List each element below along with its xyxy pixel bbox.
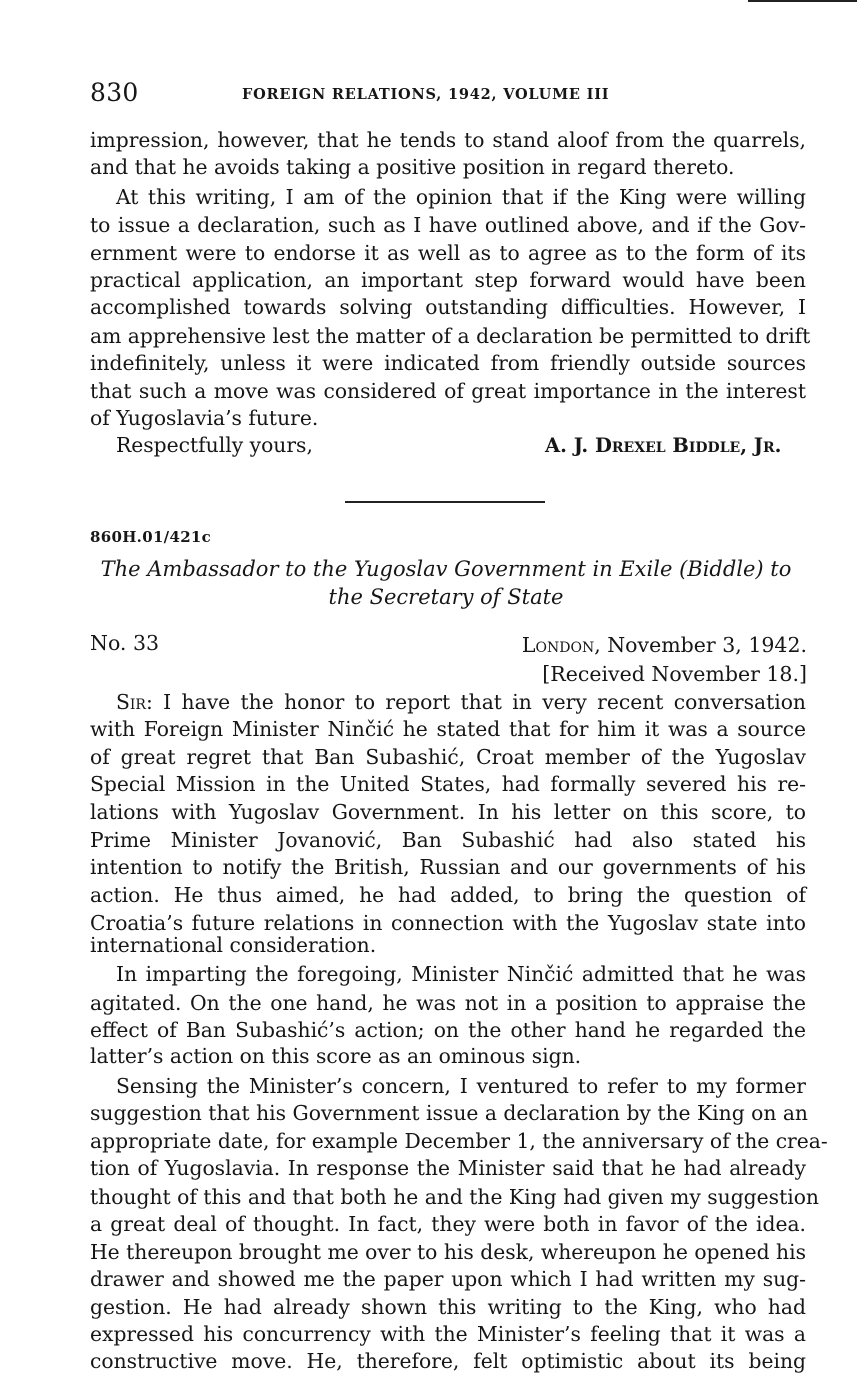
text-line: and that he avoids taking a positive position in regard thereto. <box>90 155 735 179</box>
text-line: lations with Yugoslav Government. In his letter on this score, to <box>90 800 806 824</box>
text-line: suggestion that his Government issue a declaration by the King on an <box>90 1101 808 1125</box>
text-line: accomplished towards solving outstanding difficulties. However, I <box>90 295 806 319</box>
text-line-rest: I have the honor to report that in very recent conversation <box>152 690 806 714</box>
text-line: am apprehensive lest the matter of a declaration be permitted to drift <box>90 324 811 348</box>
text-line: indefinitely, unless it were indicated from friendly outside sources <box>90 351 806 375</box>
text-line: latter’s action on this score as an ominous sign. <box>90 1044 582 1068</box>
salutation: Sir: <box>116 690 153 714</box>
text-line: agitated. On the one hand, he was not in a position to appraise the <box>90 991 806 1015</box>
signature: A. J. Drexel Biddle, Jr. <box>545 434 782 457</box>
text-line: Prime Minister Jovanović, Ban Subashić had also stated his <box>90 828 806 852</box>
page-header <box>90 78 810 112</box>
text-line: expressed his concurrency with the Minister’s feeling that it was a <box>90 1322 806 1346</box>
text-line: Croatia’s future relations in connection with the Yugoslav state into <box>90 911 806 935</box>
dateline-date: November 3, 1942. <box>600 633 807 657</box>
top-edge-rule <box>748 0 857 2</box>
file-number: 860H.01/421c <box>90 528 212 546</box>
text-line <box>116 689 806 716</box>
text-line: effect of Ban Subashić’s action; on the other hand he regarded the <box>90 1018 806 1042</box>
text-line: ernment were to endorse it as well as to agree as to the form of its <box>90 241 806 265</box>
received-date: [Received November 18.] <box>542 662 807 686</box>
text-line: constructive move. He, therefore, felt optimistic about its being <box>90 1349 806 1373</box>
text-line: He thereupon brought me over to his desk, whereupon he opened his <box>90 1240 806 1264</box>
text-line: action. He thus aimed, he had added, to bring the question of <box>90 883 806 907</box>
page-number: 830 <box>90 78 139 107</box>
text-line: tion of Yugoslavia. In response the Minister said that he had already <box>90 1156 806 1180</box>
text-line: appropriate date, for example December 1, the anniversary of the crea- <box>90 1129 828 1153</box>
text-line: international consideration. <box>90 933 377 957</box>
text-line: impression, however, that he tends to stand aloof from the quarrels, <box>90 128 806 152</box>
text-line: intention to notify the British, Russian and our governments of his <box>90 855 806 879</box>
dateline-place: London, <box>521 633 601 657</box>
text-line: with Foreign Minister Ninčić he stated that for him it was a source <box>90 717 806 741</box>
text-line: a great deal of thought. In fact, they were both in favor of the idea. <box>90 1212 806 1236</box>
dateline <box>522 632 807 659</box>
text-line: of Yugoslavia’s future. <box>90 406 319 430</box>
text-line: Special Mission in the United States, had formally severed his re- <box>90 772 806 796</box>
text-line: drawer and showed me the paper upon which I had written my sug- <box>90 1267 806 1291</box>
text-line: thought of this and that both he and the King had given my suggestion <box>90 1185 819 1209</box>
document-title-line-1: The Ambassador to the Yugoslav Government in Exile (Biddle) to <box>100 557 792 581</box>
text-line: that such a move was considered of great importance in the interest <box>90 379 806 403</box>
text-line: practical application, an important step forward would have been <box>90 268 806 292</box>
text-line: Sensing the Minister’s concern, I ventured to refer to my former <box>116 1074 806 1098</box>
document-title-line-2: the Secretary of State <box>328 585 564 609</box>
closing: Respectfully yours, <box>116 433 313 457</box>
text-line: to issue a declaration, such as I have outlined above, and if the Gov- <box>90 213 806 237</box>
text-line: of great regret that Ban Subashić, Croat member of the Yugoslav <box>90 745 806 769</box>
section-divider <box>345 501 545 503</box>
text-line: At this writing, I am of the opinion that if the King were willing <box>116 185 806 209</box>
running-head: FOREIGN RELATIONS, 1942, VOLUME III <box>242 86 610 103</box>
text-line: In imparting the foregoing, Minister Ninčić admitted that he was <box>116 962 806 986</box>
text-line: gestion. He had already shown this writing to the King, who had <box>90 1295 806 1319</box>
document-number: No. 33 <box>90 631 160 655</box>
